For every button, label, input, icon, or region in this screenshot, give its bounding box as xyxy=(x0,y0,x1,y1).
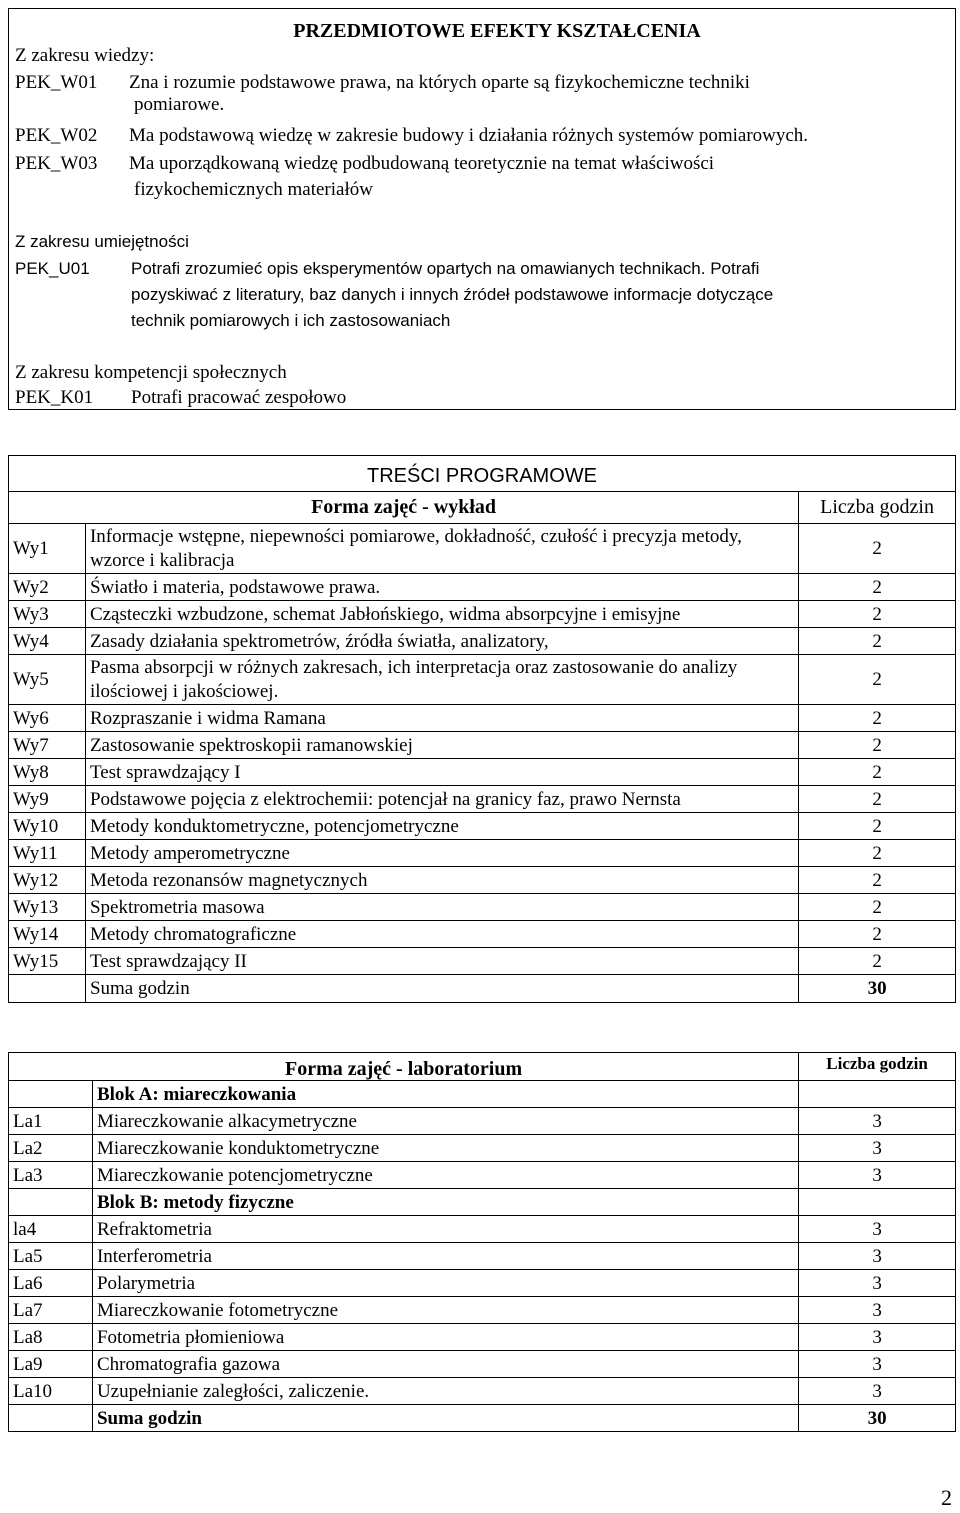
row-description: Metody chromatograficzne xyxy=(85,921,798,948)
table-row xyxy=(9,1108,956,1135)
lecture-sum-value: 30 xyxy=(799,975,956,1003)
social-header: Z zakresu kompetencji społecznych xyxy=(15,362,287,383)
row-code: Wy3 xyxy=(9,601,86,628)
row-description: Test sprawdzający I xyxy=(85,759,798,786)
row-hours: 2 xyxy=(799,786,956,813)
effect-code: PEK_W01 xyxy=(15,72,98,93)
lab-block-b-header: Blok B: metody fizyczne xyxy=(92,1189,798,1216)
table-row xyxy=(9,628,956,655)
effect-code: PEK_W03 xyxy=(15,153,98,174)
table-row xyxy=(9,1162,956,1189)
effect-text: Ma uporządkowaną wiedzę podbudowaną teoretycznie na temat właściwości xyxy=(129,153,715,174)
row-code: La1 xyxy=(9,1108,93,1135)
table-row xyxy=(9,1378,956,1405)
row-code: Wy1 xyxy=(9,524,86,574)
row-code: Wy2 xyxy=(9,574,86,601)
effect-text: fizykochemicznych materiałów xyxy=(134,179,373,200)
table-row xyxy=(9,786,956,813)
row-description: Interferometria xyxy=(92,1243,798,1270)
row-hours: 3 xyxy=(799,1378,956,1405)
row-code: Wy8 xyxy=(9,759,86,786)
row-description: Pasma absorpcji w różnych zakresach, ich interpretacja oraz zastosowanie do analizy ilościowej i jakościowej. xyxy=(85,655,798,705)
knowledge-header: Z zakresu wiedzy: xyxy=(15,45,155,66)
lecture-table xyxy=(8,455,956,1003)
table-row xyxy=(9,1135,956,1162)
row-code: Wy13 xyxy=(9,894,86,921)
row-hours: 2 xyxy=(799,628,956,655)
lecture-sum-label: Suma godzin xyxy=(85,975,798,1003)
table-row xyxy=(9,1270,956,1297)
row-hours: 3 xyxy=(799,1297,956,1324)
table-row xyxy=(9,921,956,948)
row-hours: 2 xyxy=(799,524,956,574)
lab-hours-header: Liczba godzin xyxy=(799,1053,956,1081)
table-row xyxy=(9,601,956,628)
row-description: Test sprawdzający II xyxy=(85,948,798,975)
row-hours: 2 xyxy=(799,574,956,601)
table-row xyxy=(9,840,956,867)
empty-cell xyxy=(9,975,86,1003)
row-hours: 2 xyxy=(799,894,956,921)
lab-table xyxy=(8,1052,956,1432)
row-code: La2 xyxy=(9,1135,93,1162)
row-description: Zastosowanie spektroskopii ramanowskiej xyxy=(85,732,798,759)
table-row xyxy=(9,813,956,840)
effect-text: Potrafi pracować zespołowo xyxy=(131,387,347,408)
row-code: Wy12 xyxy=(9,867,86,894)
empty-cell xyxy=(799,1189,956,1216)
row-hours: 2 xyxy=(799,759,956,786)
lab-sum-label: Suma godzin xyxy=(92,1405,798,1432)
row-description: Cząsteczki wzbudzone, schemat Jabłońskiego, widma absorpcyjne i emisyjne xyxy=(85,601,798,628)
row-hours: 2 xyxy=(799,732,956,759)
table-row xyxy=(9,1243,956,1270)
effect-text: pozyskiwać z literatury, baz danych i innych źródeł podstawowe informacje dotyczące xyxy=(131,285,774,304)
row-hours: 2 xyxy=(799,921,956,948)
skills-header: Z zakresu umiejętności xyxy=(15,232,189,251)
row-hours: 3 xyxy=(799,1135,956,1162)
row-description: Informacje wstępne, niepewności pomiarowe, dokładność, czułość i precyzja metody, wzorce i kalibracja xyxy=(85,524,798,574)
lecture-hours-header: Liczba godzin xyxy=(799,492,956,524)
effect-code: PEK_U01 xyxy=(15,259,90,278)
lecture-form-header: Forma zajęć - wykład xyxy=(9,492,799,524)
row-hours: 2 xyxy=(799,813,956,840)
table-row xyxy=(9,705,956,732)
row-hours: 3 xyxy=(799,1270,956,1297)
row-code: Wy5 xyxy=(9,655,86,705)
table-row xyxy=(9,1351,956,1378)
row-code: Wy15 xyxy=(9,948,86,975)
row-code: La7 xyxy=(9,1297,93,1324)
effect-text: Zna i rozumie podstawowe prawa, na których oparte są fizykochemiczne techniki xyxy=(129,72,750,93)
table-row xyxy=(9,948,956,975)
row-description: Metody amperometryczne xyxy=(85,840,798,867)
empty-cell xyxy=(799,1081,956,1108)
row-description: Spektrometria masowa xyxy=(85,894,798,921)
table-row xyxy=(9,655,956,705)
row-code: La8 xyxy=(9,1324,93,1351)
row-code: Wy10 xyxy=(9,813,86,840)
effect-code: PEK_K01 xyxy=(15,387,94,408)
row-description: Chromatografia gazowa xyxy=(92,1351,798,1378)
row-description: Miareczkowanie potencjometryczne xyxy=(92,1162,798,1189)
effects-title: PRZEDMIOTOWE EFEKTY KSZTAŁCENIA xyxy=(293,20,701,42)
effect-code: PEK_W02 xyxy=(15,125,98,146)
row-description: Metody konduktometryczne, potencjometryczne xyxy=(85,813,798,840)
table-row xyxy=(9,1297,956,1324)
row-description: Miareczkowanie alkacymetryczne xyxy=(92,1108,798,1135)
row-description: Miareczkowanie konduktometryczne xyxy=(92,1135,798,1162)
row-code: La3 xyxy=(9,1162,93,1189)
table-row xyxy=(9,1324,956,1351)
row-hours: 3 xyxy=(799,1108,956,1135)
table-row xyxy=(9,574,956,601)
row-code: Wy6 xyxy=(9,705,86,732)
row-hours: 2 xyxy=(799,705,956,732)
row-code: Wy9 xyxy=(9,786,86,813)
row-code: Wy14 xyxy=(9,921,86,948)
row-code: Wy7 xyxy=(9,732,86,759)
row-description: Miareczkowanie fotometryczne xyxy=(92,1297,798,1324)
lab-sum-value: 30 xyxy=(799,1405,956,1432)
row-code: La5 xyxy=(9,1243,93,1270)
row-hours: 3 xyxy=(799,1351,956,1378)
row-description: Polarymetria xyxy=(92,1270,798,1297)
row-description: Podstawowe pojęcia z elektrochemii: potencjał na granicy faz, prawo Nernsta xyxy=(85,786,798,813)
effect-text: Ma podstawową wiedzę w zakresie budowy i działania różnych systemów pomiarowych. xyxy=(129,125,809,146)
row-hours: 2 xyxy=(799,840,956,867)
lab-block-a-header: Blok A: miareczkowania xyxy=(92,1081,798,1108)
empty-cell xyxy=(9,1405,93,1432)
row-code: Wy11 xyxy=(9,840,86,867)
row-description: Światło i materia, podstawowe prawa. xyxy=(85,574,798,601)
effect-text: Potrafi zrozumieć opis eksperymentów opartych na omawianych technikach. Potrafi xyxy=(131,259,760,278)
row-code: la4 xyxy=(9,1216,93,1243)
table-row xyxy=(9,524,956,574)
table-row xyxy=(9,759,956,786)
row-description: Fotometria płomieniowa xyxy=(92,1324,798,1351)
row-hours: 2 xyxy=(799,948,956,975)
row-description: Rozpraszanie i widma Ramana xyxy=(85,705,798,732)
learning-effects-box xyxy=(8,8,956,410)
row-hours: 2 xyxy=(799,867,956,894)
row-code: La10 xyxy=(9,1378,93,1405)
effect-text: pomiarowe. xyxy=(134,94,225,115)
row-hours: 3 xyxy=(799,1216,956,1243)
row-hours: 3 xyxy=(799,1324,956,1351)
row-code: La9 xyxy=(9,1351,93,1378)
table-row xyxy=(9,732,956,759)
row-description: Uzupełnianie zaległości, zaliczenie. xyxy=(92,1378,798,1405)
row-hours: 2 xyxy=(799,601,956,628)
row-code: La6 xyxy=(9,1270,93,1297)
row-description: Metoda rezonansów magnetycznych xyxy=(85,867,798,894)
effect-text: technik pomiarowych i ich zastosowaniach xyxy=(131,311,451,330)
lecture-title: TREŚCI PROGRAMOWE xyxy=(9,456,956,492)
table-row xyxy=(9,894,956,921)
row-hours: 2 xyxy=(799,655,956,705)
row-description: Zasady działania spektrometrów, źródła światła, analizatory, xyxy=(85,628,798,655)
table-row xyxy=(9,867,956,894)
row-hours: 3 xyxy=(799,1162,956,1189)
empty-cell xyxy=(9,1081,93,1108)
row-code: Wy4 xyxy=(9,628,86,655)
row-hours: 3 xyxy=(799,1243,956,1270)
page-number: 2 xyxy=(941,1485,952,1510)
lab-form-header: Forma zajęć - laboratorium xyxy=(9,1053,799,1081)
table-row xyxy=(9,1216,956,1243)
empty-cell xyxy=(9,1189,93,1216)
row-description: Refraktometria xyxy=(92,1216,798,1243)
